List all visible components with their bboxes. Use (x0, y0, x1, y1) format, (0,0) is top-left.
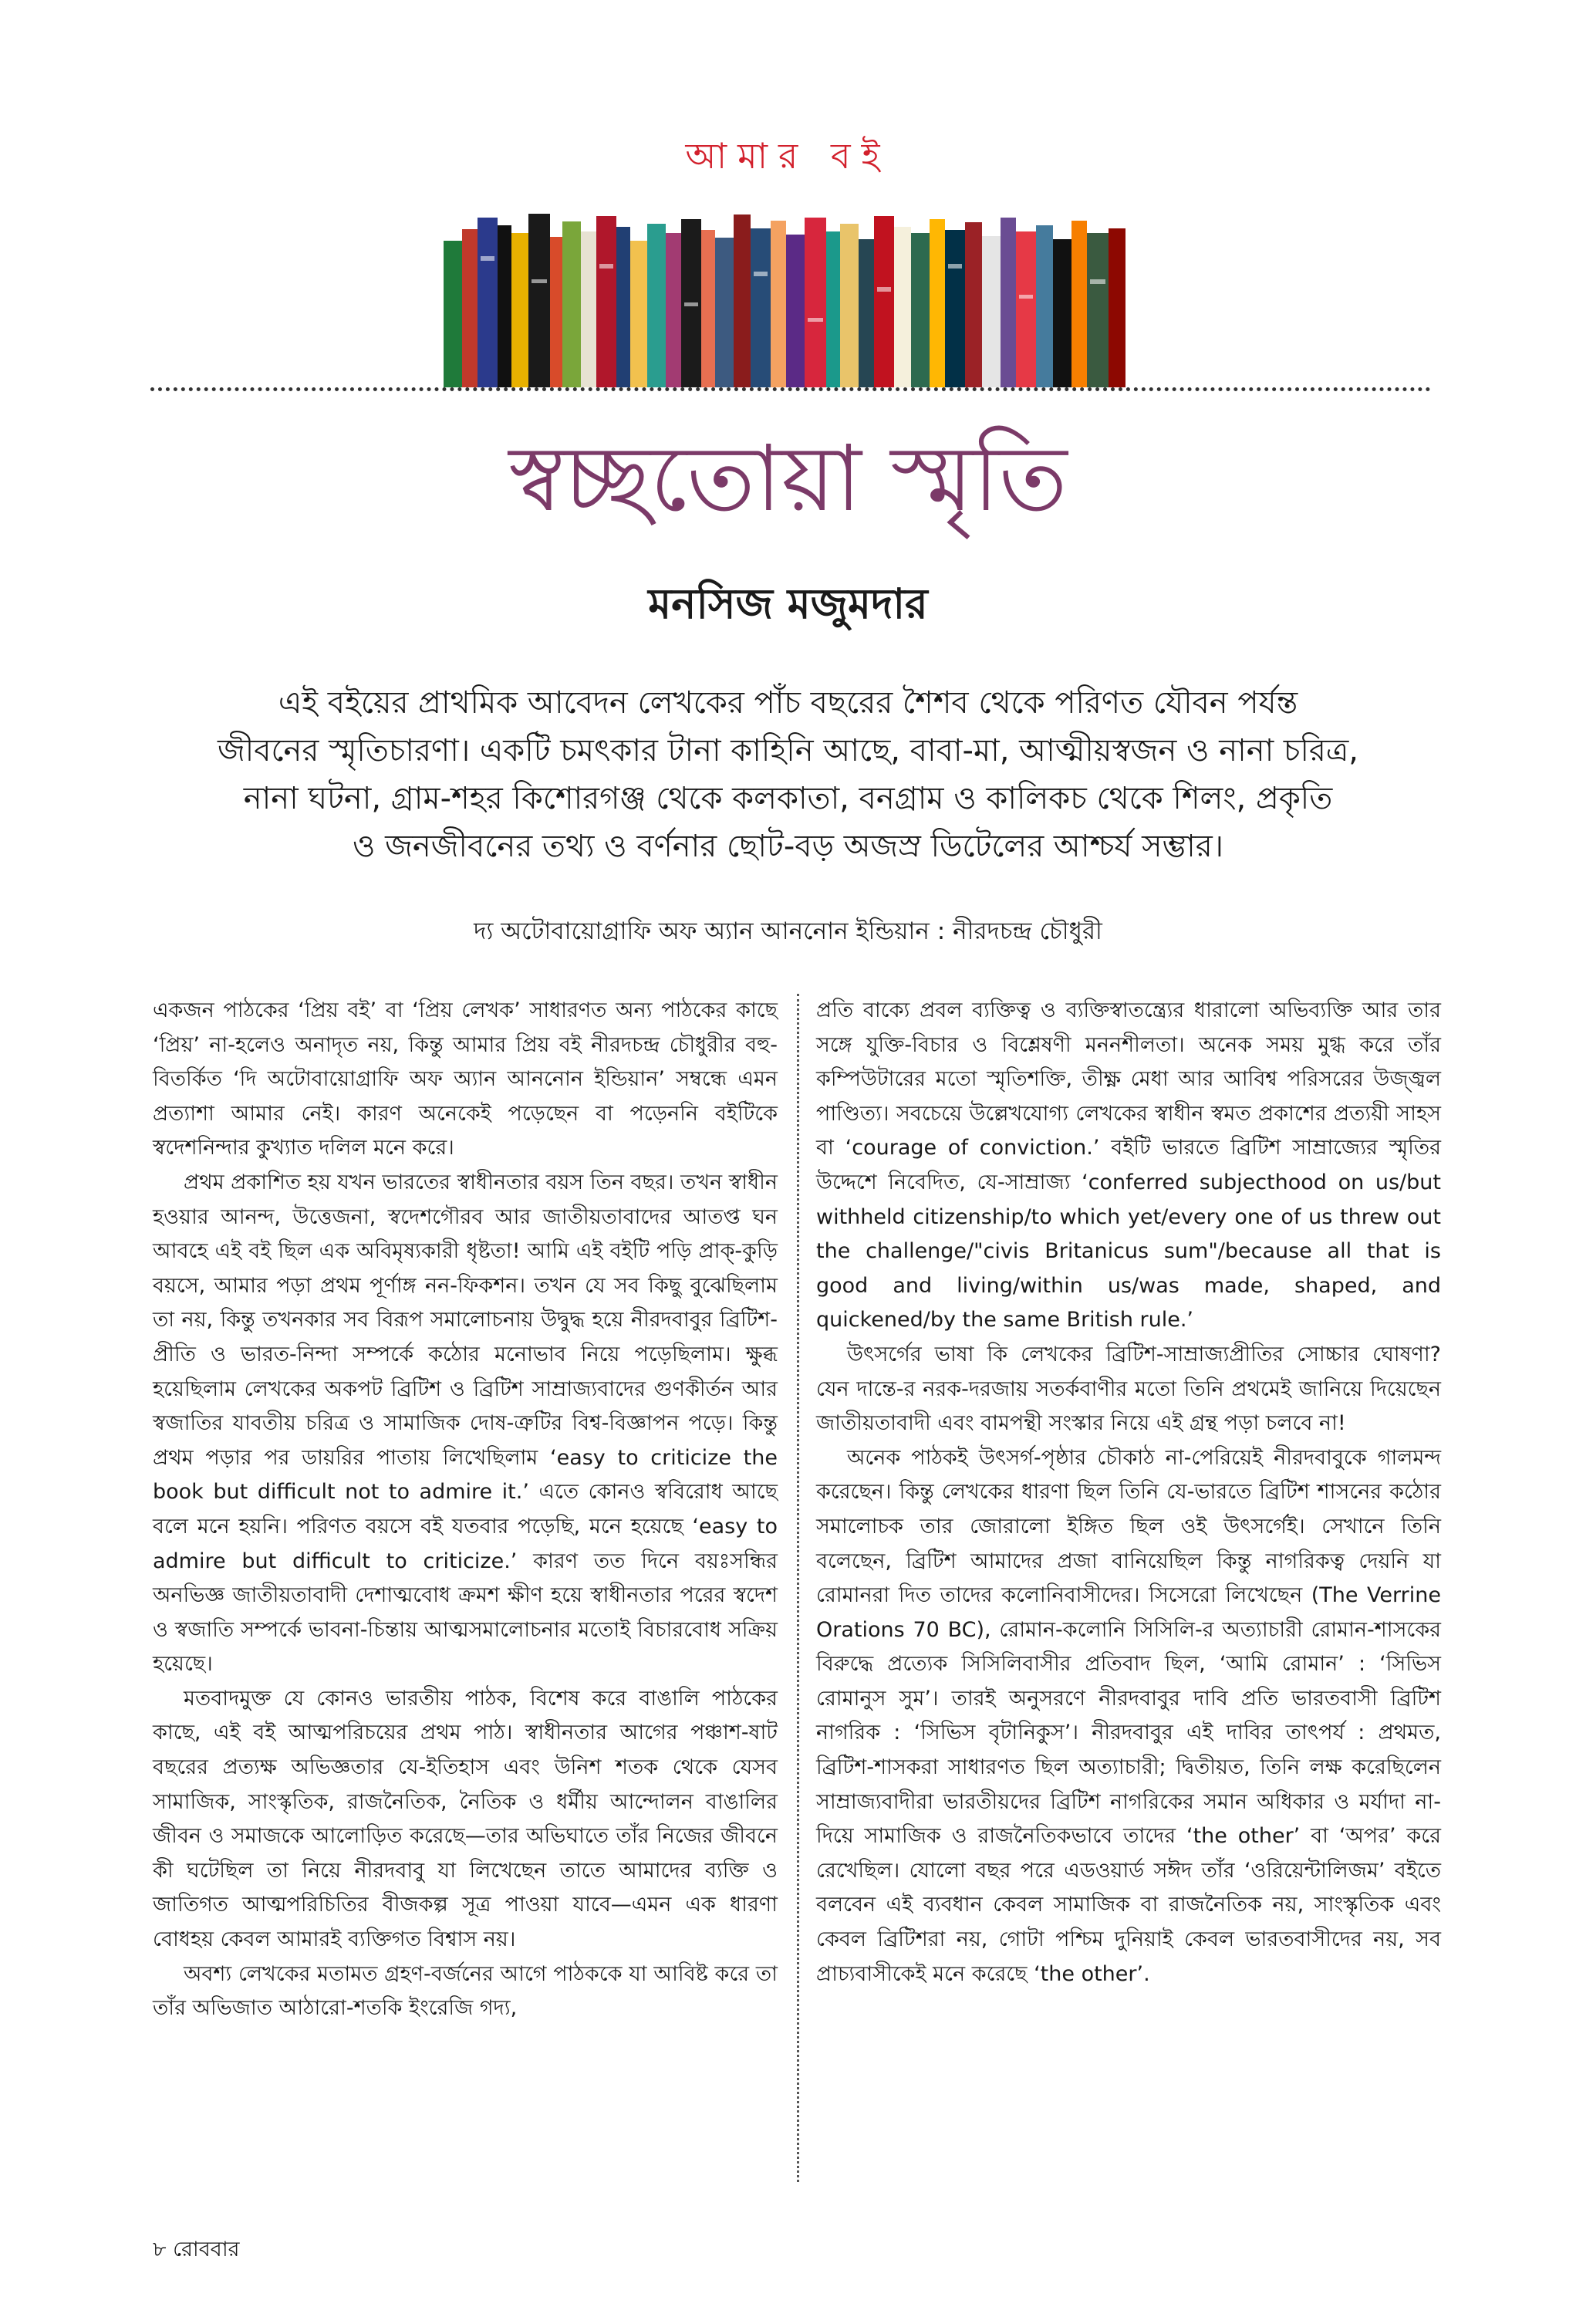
article-title: স্বচ্ছতোয়া স্মৃতি (508, 425, 1068, 532)
body-paragraph: অনেক পাঠকই উৎসর্গ-পৃষ্ঠার চৌকাঠ না-পেরিয়েই নীরদবাবুকে গালমন্দ করেছেন। কিন্তু লেখকের ধারণা ছিল তিনি যে-ভারতে ব্রিটিশ শাসনের কঠোর সমালোচক তার জোরালো ইঙ্গিত ছিল ওই উৎসর্গেই। সেখানে তিনি বলেছেন, ব্রিটিশ আমাদের প্রজা বানিয়েছিল কিন্তু নাগরিকত্ব দেয়নি যা রোমানরা দিত তাদের কলোনিবাসীদের। সিসেরো লিখেছেন (The Verrine Orations 70 BC), রোমান-কলোনি সিসিলি-র অত্যাচারী রোমান-শাসকের বিরুদ্ধে প্রত্যেক সিসিলিবাসীর প্রতিবাদ ছিল, ‘আমি রোমান’ : ‘সিভিস রোমানুস সুম’। তারই অনুসরণে নীরদবাবুর দাবি প্রতি ভারতবাসী ব্রিটিশ নাগরিক : ‘সিভিস বৃটানিকুস’। নীরদবাবুর এই দাবির তাৎপর্য : প্রথমত, ব্রিটিশ-শাসকরা সাধারণত ছিল অত্যাচারী; দ্বিতীয়ত, তিনি লক্ষ করেছিলেন সাম্রাজ্যবাদীরা ভারতীয়দের ব্রিটিশ নাগরিকের সমান অধিকার ও মর্যাদা না-দিয়ে সামাজিক ও রাজনৈতিকভাবে তাদের ‘the other’ বা ‘অপর’ করে রেখেছিল। যোলো বছর পরে এডওয়ার্ড সঈদ তাঁর ‘ওরিয়েন্টালিজম’ বইতে বলবেন এই ব্যবধান কেবল সামাজিক বা রাজনৈতিক নয়, সাংস্কৃতিক এবং কেবল ব্রিটিশরা নয়, গোটা পশ্চিম দুনিয়াই কেবল ভারতবাসীদের নয়, সব প্রাচ্যবাসীকেই মনে করেছে ‘the other’. (816, 1445, 1441, 1986)
body-paragraph: মতবাদমুক্ত যে কোনও ভারতীয় পাঠক, বিশেষ করে বাঙালি পাঠকের কাছে, এই বই আত্মপরিচয়ের প্রথম পাঠ। স্বাধীনতার আগের পঞ্চাশ-ষাট বছরের প্রত্যক্ষ অভিজ্ঞতার যে-ইতিহাস এবং উনিশ শতক থেকে যেসব সামাজিক, সাংস্কৃতিক, রাজনৈতিক, নৈতিক ও ধর্মীয় আন্দোলন বাঙালির জীবন ও সমাজকে আলোড়িত করেছে—তার অভিঘাতে তাঁর নিজের জীবনে কী ঘটেছিল তা নিয়ে নীরদবাবু যা লিখেছেন তাতে আমাদের ব্যক্তি ও জাতিগত আত্মপরিচিতির বীজকল্প সূত্র পাওয়া যাবে—এমন এক ধারণা বোধহয় কেবল আমারই ব্যক্তিগত বিশ্বাস নয়। (153, 1686, 778, 1952)
page-number: ৮ (153, 2238, 167, 2262)
body-paragraph: প্রতি বাক্যে প্রবল ব্যক্তিত্ব ও ব্যক্তিস্বাতন্ত্র্যের ধারালো অভিব্যক্তি আর তার সঙ্গে যুক্তি-বিচার ও বিশ্লেষণী মননশীলতা। অনেক সময় মুগ্ধ করে তাঁর কম্পিউটারের মতো স্মৃতিশক্তি, তীক্ষ্ণ মেধা আর আবিশ্ব পরিসরের উজ্জ্বল পাণ্ডিত্য। সবচেয়ে উল্লেখযোগ্য লেখকের স্বাধীন স্বমত প্রকাশের প্রত্যয়ী সাহস বা ‘courage of conviction.’ বইটি ভারতে ব্রিটিশ সাম্রাজ্যের স্মৃতির উদ্দেশে নিবেদিত, যে-সাম্রাজ্য ‘conferred subjecthood on us/but withheld citizenship/to which yet/every one of us threw out the challenge/"civis Britanicus sum"/because all that is good and living/within us/was made, shaped, and quickened/by the same British rule.’ (816, 998, 1441, 1333)
bookshelf-illustration (444, 210, 1138, 387)
article-author: মনসিজ মজুমদার (648, 579, 928, 628)
page-footer (153, 2234, 240, 2268)
section-label: আমার বই (685, 135, 891, 177)
book-reference: দ্য অটোবায়োগ্রাফি অফ অ্যান আননোন ইন্ডিয়ান : নীরদচন্দ্র চৌধুরী (474, 917, 1102, 945)
intro-line: এই বইয়ের প্রাথমিক আবেদন লেখকের পাঁচ বছরের শৈশব থেকে পরিণত যৌবন পর্যন্ত (278, 685, 1298, 721)
body-paragraph: একজন পাঠকের ‘প্রিয় বই’ বা ‘প্রিয় লেখক’ সাধারণত অন্য পাঠকের কাছে ‘প্রিয়’ না-হলেও অনাদৃত নয়, কিন্তু আমার প্রিয় বই নীরদচন্দ্র চৌধুরীর বহু-বিতর্কিত ‘দি অটোবায়োগ্রাফি অফ অ্যান আননোন ইন্ডিয়ান’ সম্বন্ধে এমন প্রত্যাশা আমার নেই। কারণ অনেকেই পড়েছেন বা পড়েননি বইটিকে স্বদেশনিন্দার কুখ্যাত দলিল মনে করে। (153, 998, 778, 1160)
body-paragraph: অবশ্য লেখকের মতামত গ্রহণ-বর্জনের আগে পাঠককে যা আবিষ্ট করে তা তাঁর অভিজাত আঠারো-শতকি ইংরেজি গদ্য, (153, 1961, 778, 2021)
right-column (816, 994, 1441, 1991)
publication-name: রোববার (173, 2238, 240, 2262)
intro-line: জীবনের স্মৃতিচারণা। একটি চমৎকার টানা কাহিনি আছে, বাবা-মা, আত্মীয়স্বজন ও নানা চরিত্র, (217, 733, 1359, 768)
intro-line: ও জনজীবনের তথ্য ও বর্ণনার ছোট-বড় অজস্র ডিটেলের আশ্চর্য সম্ভার। (352, 829, 1224, 864)
column-divider (797, 994, 799, 2182)
dotted-rule (150, 387, 1431, 391)
body-paragraph: উৎসর্গের ভাষা কি লেখকের ব্রিটিশ-সাম্রাজ্যপ্রীতির সোচ্চার ঘোষণা? যেন দান্তে-র নরক-দরজায় সতর্কবাণীর মতো তিনি প্রথমেই জানিয়ে দিয়েছেন জাতীয়তাবাদী এবং বামপন্থী সংস্কার নিয়ে এই গ্রন্থ পড়া চলবে না! (816, 1342, 1441, 1436)
intro-paragraph (201, 679, 1375, 870)
body-paragraph: প্রথম প্রকাশিত হয় যখন ভারতের স্বাধীনতার বয়স তিন বছর। তখন স্বাধীন হওয়ার আনন্দ, উত্তেজনা, স্বদেশগৌরব আর জাতীয়তাবাদের আতপ্ত ঘন আবহে এই বই ছিল এক অবিমৃষ্যকারী ধৃষ্টতা! আমি এই বইটি পড়ি প্রাক্‌-কুড়ি বয়সে, আমার পড়া প্রথম পূর্ণাঙ্গ নন-ফিকশন। তখন যে সব কিছু বুঝেছিলাম তা নয়, কিন্তু তখনকার সব বিরূপ সমালোচনায় উদ্বুদ্ধ হয়ে নীরদবাবুর ব্রিটিশ-প্রীতি ও ভারত-নিন্দা সম্পর্কে কঠোর মনোভাব নিয়ে পড়েছিলাম। ক্ষুব্ধ হয়েছিলাম লেখকের অকপট ব্রিটিশ ও ব্রিটিশ সাম্রাজ্যবাদের গুণকীর্তন আর স্বজাতির যাবতীয় চরিত্র ও সামাজিক দোষ-ত্রুটির বিশ্ব-বিজ্ঞাপন পড়ে। কিন্তু প্রথম পড়ার পর ডায়রির পাতায় লিখেছিলাম ‘easy to criticize the book but difficult not to admire it.’ এতে কোনও স্ববিরোধ আছে বলে মনে হয়নি। পরিণত বয়সে বই যতবার পড়েছি, মনে হয়েছে ‘easy to admire but difficult to criticize.’ কারণ তত দিনে বয়ঃসন্ধির অনভিজ্ঞ জাতীয়তাবাদী দেশাত্মবোধ ক্রমশ ক্ষীণ হয়ে স্বাধীনতার পরের স্বদেশ ও স্বজাতি সম্পর্কে ভাবনা-চিন্তায় আত্মসমালোচনার মতোই বিচারবোধ সক্রিয় হয়েছে। (153, 1170, 778, 1677)
intro-line: নানা ঘটনা, গ্রাম-শহর কিশোরগঞ্জ থেকে কলকাতা, বনগ্রাম ও কালিকচ থেকে শিলং, প্রকৃতি (243, 781, 1333, 816)
left-column (153, 994, 778, 2026)
